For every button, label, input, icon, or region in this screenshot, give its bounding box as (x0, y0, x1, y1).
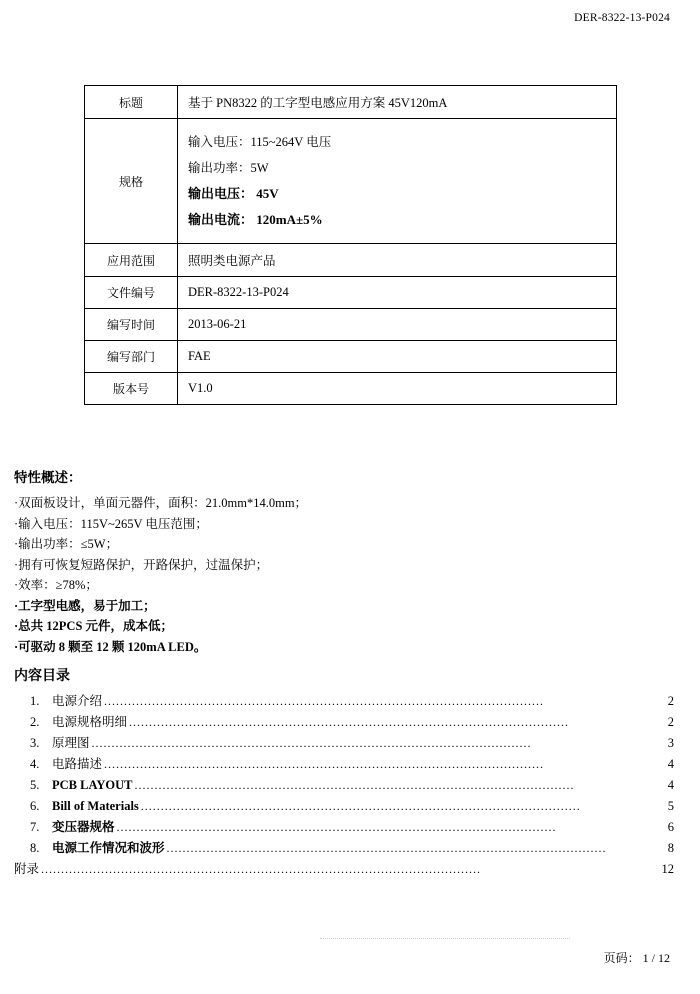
page-footer (604, 949, 670, 966)
feature-item: ·可驱动 8 颗至 12 颗 120mA LED。 (14, 639, 207, 654)
toc-title: PCB LAYOUT (52, 778, 133, 792)
footer-divider (320, 938, 570, 939)
toc-number: 7. (30, 820, 40, 834)
row-value-application: 照明类电源产品 (178, 244, 617, 277)
row-value-docnumber: DER-8322-13-P024 (178, 277, 617, 309)
spec-output-voltage: 输出电压： 45V (188, 186, 279, 201)
row-value-title: 基于 PN8322 的工字型电感应用方案 45V120mA (178, 86, 617, 119)
toc-page: 4 (667, 778, 674, 792)
feature-item: ·双面板设计，单面元器件，面积：21.0mm*14.0mm； (14, 496, 308, 510)
toc-entry-2[interactable] (14, 712, 674, 733)
toc-leader-dots: .............................................................................................................. (166, 841, 607, 855)
toc-entry-appendix[interactable] (14, 859, 674, 880)
row-label-version: 版本号 (85, 373, 178, 405)
toc-page: 2 (667, 694, 674, 708)
toc-page: 3 (667, 736, 674, 750)
toc-page: 2 (667, 715, 674, 729)
document-code-header: DER-8322-13-P024 (574, 12, 670, 24)
toc-leader-dots: .............................................................................................................. (104, 757, 545, 771)
row-label-docnumber: 文件编号 (85, 277, 178, 309)
toc-page: 4 (667, 757, 674, 771)
feature-item: ·总共 12PCS 元件，成本低； (14, 619, 174, 633)
toc-title: 附录 (14, 862, 40, 876)
toc-page: 12 (661, 862, 674, 876)
toc-number: 2. (30, 715, 40, 729)
page-number: 1 / 12 (642, 951, 670, 965)
table-of-contents (14, 665, 674, 880)
page-label: 页码： (603, 951, 640, 965)
row-value-version: V1.0 (178, 373, 617, 405)
spec-output-current: 输出电流： 120mA±5% (188, 212, 323, 227)
toc-title: 电路描述 (52, 757, 103, 771)
table-row (85, 244, 617, 277)
table-row (85, 373, 617, 405)
row-value-date: 2013-06-21 (178, 309, 617, 341)
toc-heading: 内容目录 (14, 669, 70, 684)
toc-number: 1. (30, 694, 40, 708)
toc-title: 原理图 (52, 736, 90, 750)
feature-item: ·输出功率：≤5W； (14, 537, 119, 551)
toc-entry-6[interactable] (14, 796, 674, 817)
toc-title: 电源介绍 (52, 694, 103, 708)
toc-entry-4[interactable] (14, 754, 674, 775)
toc-page: 5 (667, 799, 674, 813)
toc-page: 8 (667, 841, 674, 855)
feature-item: ·输入电压：115V~265V 电压范围； (14, 516, 208, 531)
feature-item: ·拥有可恢复短路保护，开路保护，过温保护； (14, 557, 269, 572)
toc-title: Bill of Materials (52, 799, 139, 813)
toc-leader-dots: .............................................................................................................. (104, 694, 545, 708)
row-value-department: FAE (178, 341, 617, 373)
toc-number: 5. (30, 778, 40, 792)
features-heading: 特性概述： (14, 470, 82, 485)
document-info-table (84, 85, 617, 405)
row-label-title: 标题 (85, 86, 178, 119)
feature-item: ·效率：≥78%； (14, 578, 98, 592)
row-label-spec: 规格 (85, 119, 178, 244)
toc-leader-dots: .............................................................................................................. (41, 862, 482, 876)
table-row (85, 119, 617, 244)
toc-entry-5[interactable] (14, 775, 674, 796)
row-label-application: 应用范围 (85, 244, 178, 277)
toc-leader-dots: .............................................................................................................. (116, 820, 557, 834)
toc-entry-3[interactable] (14, 733, 674, 754)
spec-input-voltage: 输入电压：115~264V 电压 (188, 135, 332, 149)
features-section (14, 466, 674, 657)
toc-leader-dots: .............................................................................................................. (134, 778, 575, 792)
toc-leader-dots: .............................................................................................................. (129, 715, 570, 729)
toc-page: 6 (667, 820, 674, 834)
row-label-date: 编写时间 (85, 309, 178, 341)
row-value-spec (178, 119, 617, 244)
table-row (85, 277, 617, 309)
toc-number: 4. (30, 757, 40, 771)
toc-leader-dots: .............................................................................................................. (91, 736, 532, 750)
toc-number: 6. (30, 799, 40, 813)
toc-entry-7[interactable] (14, 817, 674, 838)
toc-title: 变压器规格 (52, 820, 115, 834)
toc-title: 电源规格明细 (52, 715, 128, 729)
table-row (85, 341, 617, 373)
table-row (85, 309, 617, 341)
toc-leader-dots: .............................................................................................................. (140, 799, 581, 813)
toc-entry-8[interactable] (14, 838, 674, 859)
spec-output-power: 输出功率：5W (188, 161, 269, 175)
toc-number: 8. (30, 841, 40, 855)
table-row (85, 86, 617, 119)
toc-title: 电源工作情况和波形 (52, 841, 165, 855)
feature-item: ·工字型电感，易于加工； (14, 598, 156, 613)
row-label-department: 编写部门 (85, 341, 178, 373)
toc-number: 3. (30, 736, 40, 750)
toc-entry-1[interactable] (14, 691, 674, 712)
